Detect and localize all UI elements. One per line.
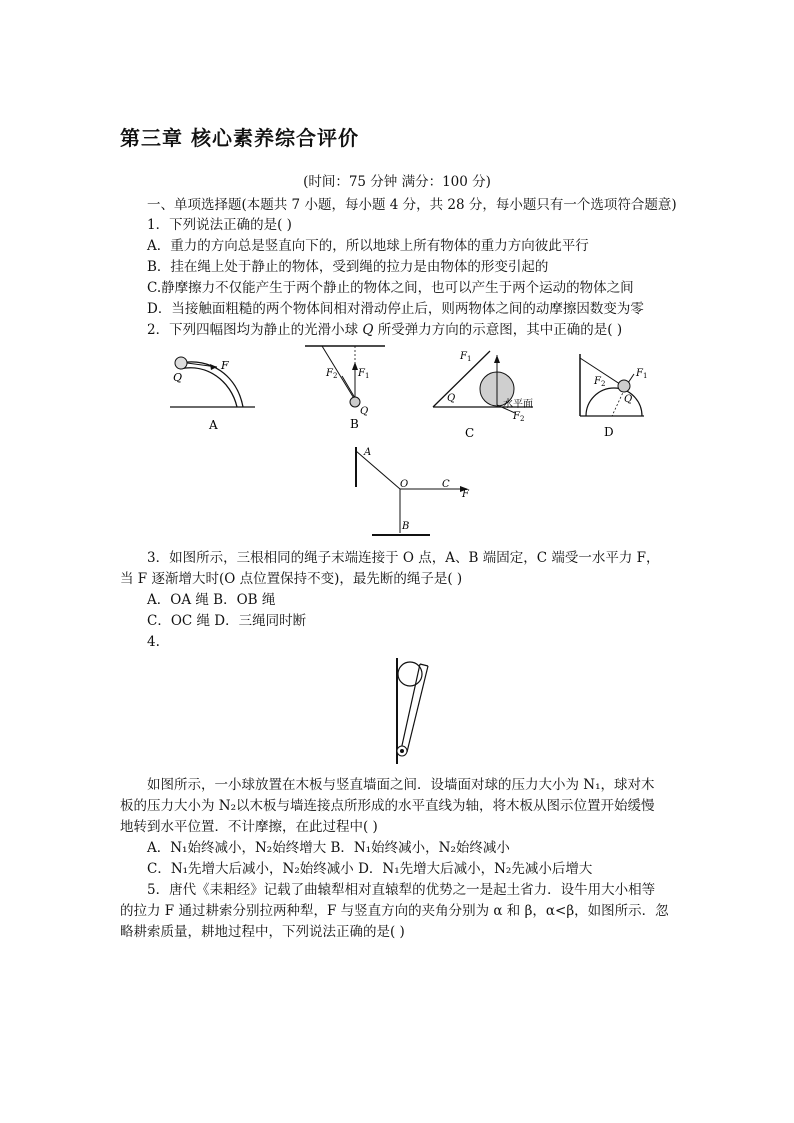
q3-options-ab: A．OA 绳 B．OB 绳 [147, 592, 276, 608]
q4-line-2: 板的压力大小为 N₂以木板与墙连接点所形成的水平直线为轴，将木板从图示位置开始缓慢 [120, 798, 655, 814]
q5-line-1: 5．唐代《耒耜经》记载了曲辕犁相对直辕犁的优势之一是起土省力．设牛用大小相等 [147, 882, 656, 898]
svg-text:O: O [400, 479, 409, 490]
svg-text:F1: $F_1$ [636, 368, 648, 380]
svg-text:B: B [402, 521, 410, 532]
q4-line-1: 如图所示，一小球放置在木板与竖直墙面之间．设墙面对球的压力大小为 N₁，球对木 [147, 777, 655, 793]
q1-option-d: D．当接触面粗糙的两个物体间相对滑动停止后，则两物体之间的动摩擦因数变为零 [147, 301, 644, 317]
svg-text:F2: $F_2$ [594, 376, 606, 388]
q3-line-1: 3．如图所示，三根相同的绳子末端连接于 O 点，A、B 端固定，C 端受一水平力 F， [147, 550, 660, 566]
svg-text:F: F [462, 489, 469, 500]
q4-options-cd: C．N₁先增大后减小，N₂始终减小 D．N₁先增大后减小，N₂先减小后增大 [147, 861, 593, 877]
q2-stem: 2．下列四幅图均为静止的光滑小球 Q 所受弹力方向的示意图，其中正确的是( ) [147, 322, 623, 338]
fig-a-label-q: Q [173, 371, 183, 384]
q1-option-c: C.静摩擦力不仅能产生于两个静止的物体之间，也可以产生于两个运动的物体之间 [147, 280, 634, 296]
svg-text:F2: $F_2$ [513, 411, 525, 423]
q4-line-3: 地转到水平位置．不计摩擦，在此过程中( ) [120, 819, 378, 835]
q4-figure [392, 656, 442, 768]
fig-a-label-f: F [221, 359, 229, 372]
exam-meta: (时间：75 分钟 满分：100 分) [303, 174, 491, 190]
q2-figure-c [425, 345, 545, 443]
fig-b-caption: B [350, 417, 359, 431]
section-heading: 一、单项选择题(本题共 7 小题，每小题 4 分，共 28 分，每小题只有一个选项符合题意) [147, 197, 677, 213]
svg-text:A: A [364, 447, 372, 458]
svg-text:C: C [442, 479, 450, 490]
q5-line-2: 的拉力 F 通过耕索分别拉两种犁，F 与竖直方向的夹角分别为 α 和 β，α<β，如图所示．忽 [120, 903, 669, 919]
svg-text:F1: $F_1$ [358, 368, 370, 380]
q3-figure [350, 445, 480, 540]
q3-line-2: 当 F 逐渐增大时(O 点位置保持不变)，最先断的绳子是( ) [120, 571, 463, 587]
chapter-title: 第三章 核心素养综合评价 [120, 126, 359, 150]
q4-number: 4. [147, 634, 160, 650]
q2-figure-d [572, 348, 652, 444]
q2-figure-a [165, 345, 275, 435]
fig-c-label-horizontal: 水平面 [503, 399, 533, 410]
fig-c-caption: C [465, 426, 475, 440]
q1-stem: 1．下列说法正确的是( ) [147, 217, 292, 233]
svg-text:Q: Q [624, 394, 633, 405]
svg-text:F2: $F_2$ [326, 368, 338, 380]
q1-option-a: A．重力的方向总是竖直向下的，所以地球上所有物体的重力方向彼此平行 [147, 238, 589, 254]
fig-a-caption: A [209, 418, 218, 432]
q2-figure-b [300, 340, 390, 435]
svg-text:Q: Q [360, 406, 369, 417]
q1-option-b: B．挂在绳上处于静止的物体，受到绳的拉力是由物体的形变引起的 [147, 259, 549, 275]
svg-text:F1: $F_1$ [460, 351, 472, 363]
q3-options-cd: C．OC 绳 D．三绳同时断 [147, 613, 307, 629]
fig-d-caption: D [604, 425, 614, 439]
q4-options-ab: A．N₁始终减小，N₂始终增大 B．N₁始终减小，N₂始终减小 [147, 840, 510, 856]
q5-line-3: 略耕索质量，耕地过程中，下列说法正确的是( ) [120, 924, 405, 940]
svg-text:Q: Q [447, 393, 456, 404]
